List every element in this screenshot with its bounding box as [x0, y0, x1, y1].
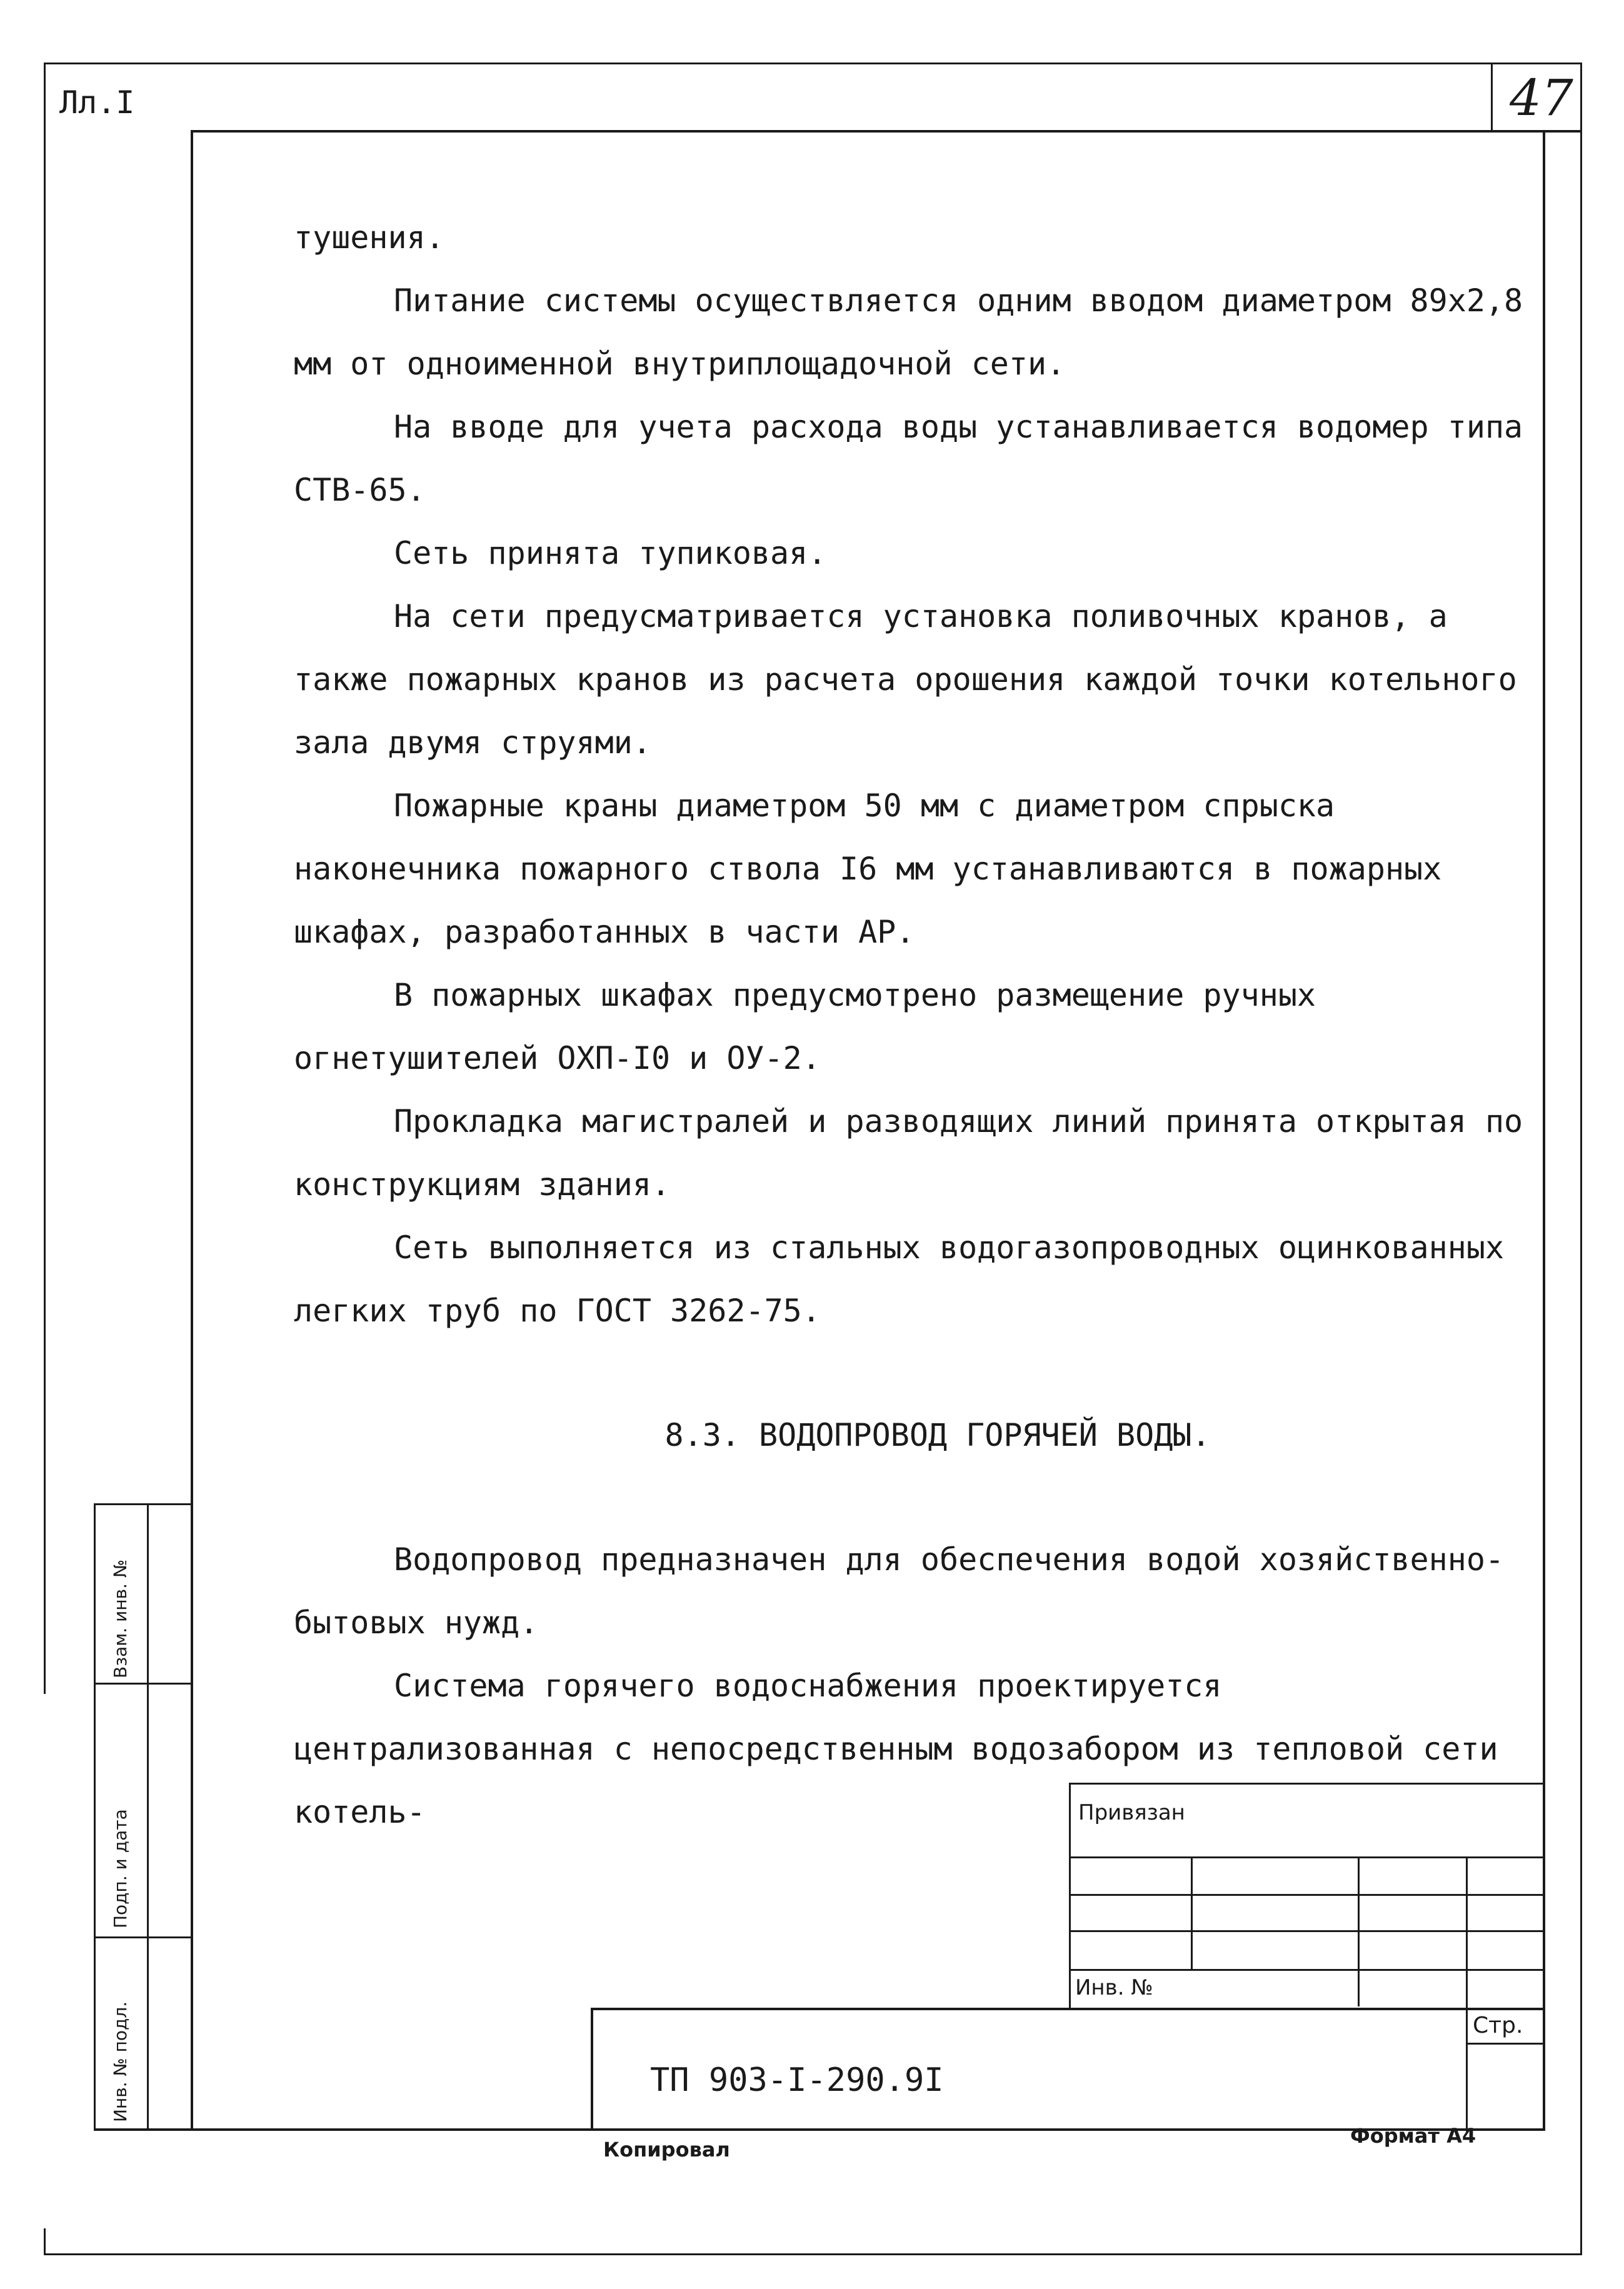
paragraph-2: Питание системы осуществляется одним вводом диаметром 89х2,8 мм от одноименной внутриплощадочной сети.	[294, 283, 1523, 382]
privyazan-col-1	[1191, 1856, 1193, 1969]
sheet-label: Лл.I	[59, 84, 135, 121]
paragraph-10: Водопровод предназначен для обеспечения водой хозяйственно-бытовых нужд.	[294, 1541, 1505, 1641]
inner-frame-top	[191, 130, 1580, 133]
privyazan-row-3	[1069, 1930, 1545, 1932]
side-label-vzam-inv: Взам. инв. №	[110, 1559, 131, 1678]
inv-no-label: Инв. №	[1075, 1975, 1153, 2000]
side-stamp-sep-2	[94, 1936, 193, 1938]
side-label-podp-data: Подп. и дата	[110, 1809, 131, 1928]
title-block-left	[591, 2008, 593, 2130]
side-stamp-sep-1	[94, 1683, 193, 1685]
footer-copied: Копировал	[603, 2138, 730, 2161]
privyazan-label: Привязан	[1078, 1800, 1185, 1825]
outer-border-bottom	[44, 2253, 1581, 2255]
outer-border-left-lower	[44, 2228, 46, 2253]
inner-frame-right	[1543, 130, 1545, 2130]
section-heading: 8.3. ВОДОПРОВОД ГОРЯЧЕЙ ВОДЫ.	[664, 1417, 1211, 1453]
paragraph-9: Сеть выполняется из стальных водогазопроводных оцинкованных легких труб по ГОСТ 3262-75.	[294, 1230, 1505, 1329]
privyazan-col-2	[1358, 1856, 1360, 2006]
footer-format: Формат А4	[1350, 2124, 1476, 2148]
side-stamp-left	[94, 1503, 96, 2130]
privyazan-row-4	[1069, 1969, 1545, 1971]
privyazan-top	[1069, 1783, 1545, 1785]
page-number: 47	[1510, 69, 1573, 127]
paragraph-3: На вводе для учета расхода воды устанавливается водомер типа СТВ-65.	[294, 409, 1523, 508]
document-code: ТП 903-I-290.9I	[650, 2061, 944, 2099]
paragraph-6: Пожарные краны диаметром 50 мм с диаметром спрыска наконечника пожарного ствола I6 мм устанавливаются в пожарных шкафах, разработанных в части АР.	[294, 788, 1442, 950]
title-block-top	[591, 2008, 1545, 2010]
document-body	[294, 206, 1525, 1844]
paragraph-1: тушения.	[294, 219, 444, 256]
side-stamp-top	[94, 1503, 193, 1505]
privyazan-row-2	[1069, 1894, 1545, 1896]
inner-frame-bottom	[94, 2128, 1545, 2131]
side-stamp-mid	[147, 1503, 149, 2130]
page-cell-sep	[1466, 2043, 1545, 2045]
outer-border-top	[44, 63, 1580, 64]
paragraph-7: В пожарных шкафах предусмотрено размещение ручных огнетушителей ОХП-I0 и ОУ-2.	[294, 977, 1316, 1076]
paragraph-11: Система горячего водоснабжения проектируется централизованная с непосредственным водозабором из тепловой сети котель-	[294, 1668, 1498, 1830]
privyazan-row-1	[1069, 1856, 1545, 1858]
side-label-inv-podl: Инв. № подл.	[110, 2001, 131, 2122]
paragraph-8: Прокладка магистралей и разводящих линий принята открытая по конструкциям здания.	[294, 1103, 1523, 1203]
outer-border-right	[1580, 63, 1582, 2255]
paragraph-4: Сеть принята тупиковая.	[394, 535, 827, 571]
page-number-box-left	[1491, 63, 1493, 131]
paragraph-5: На сети предусматривается установка поливочных кранов, а также пожарных кранов из расчета орошения каждой точки котельного зала двумя струями.	[294, 598, 1517, 761]
inner-frame-left	[191, 130, 193, 2130]
page-cell-label: Стр.	[1473, 2013, 1523, 2038]
privyazan-col-3	[1466, 1856, 1468, 2131]
outer-border-left	[44, 63, 46, 1694]
